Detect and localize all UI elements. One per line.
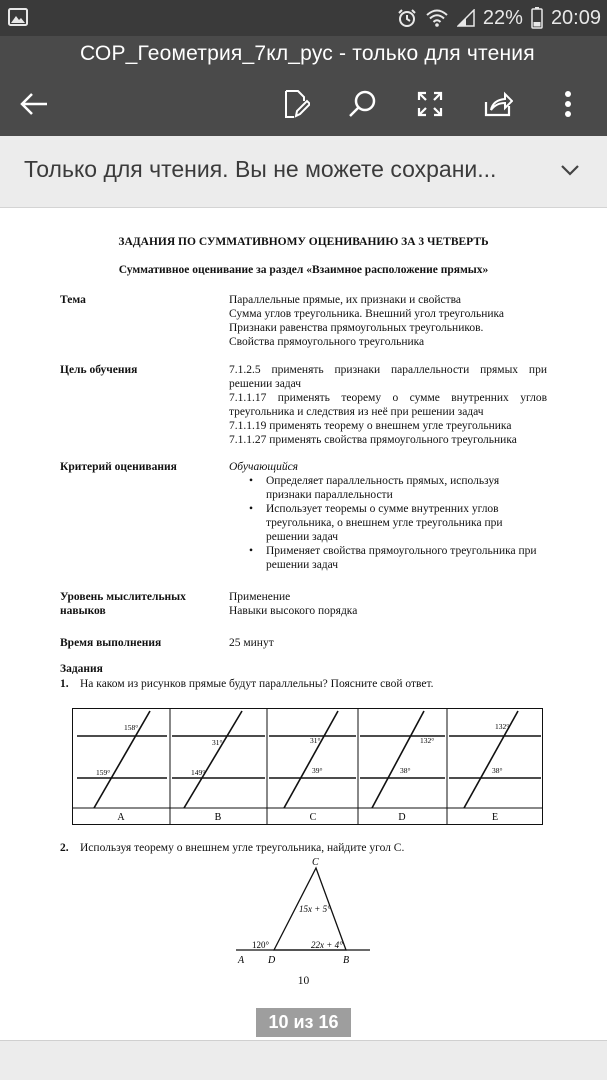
panel-c-top-angle: 31° bbox=[310, 736, 321, 745]
expand-banner-button[interactable] bbox=[559, 158, 581, 187]
panel-b-bottom-angle: 149° bbox=[191, 768, 206, 777]
more-options-button[interactable] bbox=[548, 84, 588, 124]
panel-d-letter: D bbox=[398, 812, 406, 823]
panel-d-bottom-angle: 38° bbox=[400, 766, 411, 775]
task-1 bbox=[60, 678, 434, 690]
page-indicator: 10 из 16 bbox=[256, 1008, 351, 1037]
level-value bbox=[229, 590, 549, 618]
task-2-triangle-figure bbox=[232, 850, 372, 968]
criteria-item: • Определяет параллельность прямых, используя признаки параллельности bbox=[229, 474, 539, 502]
document-title: СОР_Геометрия_7кл_рус - только для чтения bbox=[80, 42, 535, 65]
more-vertical-icon bbox=[564, 90, 572, 118]
criteria-item: • Применяет свойства прямоугольного треугольника при решении задач bbox=[229, 544, 539, 572]
panel-c-bottom-angle: 39° bbox=[312, 766, 323, 775]
panel-e-letter: E bbox=[491, 812, 499, 823]
time-label: Время выполнения bbox=[60, 637, 162, 649]
panel-e-top-angle: 132° bbox=[495, 722, 510, 731]
exterior-angle-label: 120° bbox=[252, 940, 270, 950]
wifi-icon bbox=[425, 8, 449, 28]
panel-e-bottom-angle: 38° bbox=[492, 766, 503, 775]
criteria-label: Критерий оценивания bbox=[60, 461, 177, 473]
next-page-edge bbox=[0, 1040, 607, 1080]
panel-b-top-angle: 31° bbox=[212, 738, 223, 747]
goal-label: Цель обучения bbox=[60, 364, 138, 376]
task-1-figure-table bbox=[72, 708, 544, 826]
battery-icon bbox=[531, 7, 543, 29]
status-bar bbox=[0, 0, 607, 36]
alarm-icon bbox=[397, 8, 417, 28]
back-arrow-icon bbox=[19, 92, 49, 116]
edit-document-icon bbox=[282, 89, 310, 119]
vertex-b-label: B bbox=[343, 955, 350, 966]
share-icon bbox=[483, 90, 513, 118]
goal-line: 7.1.1.27 применять свойства прямоугольного треугольника bbox=[229, 434, 517, 446]
task-1-number: 1. bbox=[60, 678, 69, 690]
panel-a-bottom-angle: 159° bbox=[96, 768, 111, 777]
fullscreen-button[interactable] bbox=[410, 84, 450, 124]
topic-line: Признаки равенства прямоугольных треугольников. bbox=[229, 322, 484, 334]
panel-d bbox=[360, 711, 445, 823]
time-value: 25 минут bbox=[229, 637, 274, 649]
app-bar bbox=[0, 36, 607, 136]
document-subheading: Суммативное оценивание за раздел «Взаимное расположение прямых» bbox=[118, 264, 489, 276]
panel-d-top-angle: 132° bbox=[420, 736, 435, 745]
back-button[interactable] bbox=[14, 84, 54, 124]
task-2-text: Используя теорему о внешнем угле треугольника, найдите угол C. bbox=[80, 842, 405, 854]
criteria-list bbox=[229, 474, 539, 572]
topic-line: Свойства прямоугольного треугольника bbox=[229, 336, 425, 348]
tasks-heading: Задания bbox=[60, 663, 103, 675]
expand-icon bbox=[416, 90, 444, 118]
angle-b-expression: 22x + 4° bbox=[311, 940, 343, 950]
task-2-number: 2. bbox=[60, 842, 69, 854]
panel-e bbox=[449, 711, 541, 823]
search-button[interactable] bbox=[342, 84, 382, 124]
goal-value bbox=[229, 363, 547, 447]
battery-percent: 22% bbox=[482, 6, 523, 29]
share-button[interactable] bbox=[478, 84, 518, 124]
search-icon bbox=[347, 89, 377, 119]
clock: 20:09 bbox=[550, 6, 601, 29]
goal-line: 7.1.1.19 применять теорему о внешнем угле треугольника bbox=[229, 420, 512, 432]
panel-b-letter: B bbox=[214, 812, 222, 823]
panel-b bbox=[172, 711, 265, 823]
read-only-banner[interactable] bbox=[0, 136, 607, 208]
panel-c-letter: C bbox=[309, 812, 317, 823]
panel-a bbox=[77, 711, 167, 823]
gallery-notification-icon bbox=[8, 8, 28, 31]
vertex-c-label: C bbox=[312, 857, 319, 868]
signal-icon bbox=[457, 9, 475, 27]
topic-value bbox=[229, 293, 549, 349]
level-label: Уровень мыслительных навыков bbox=[60, 591, 186, 617]
angle-c-expression: 15x + 5° bbox=[299, 904, 331, 914]
edit-button[interactable] bbox=[276, 84, 316, 124]
goal-line: 7.1.1.17 применять теорему о сумме внутренних углов треугольника и следствия из неё при решении задач bbox=[229, 392, 547, 418]
vertex-d-label: D bbox=[268, 955, 276, 966]
panel-a-top-angle: 158° bbox=[124, 723, 139, 732]
document-heading: ЗАДАНИЯ ПО СУММАТИВНОМУ ОЦЕНИВАНИЮ ЗА 3 ЧЕТВЕРТЬ bbox=[118, 236, 489, 248]
criteria-intro: Обучающийся bbox=[229, 461, 299, 473]
topic-label: Тема bbox=[60, 294, 86, 306]
task-1-text: На каком из рисунков прямые будут параллельны? Поясните свой ответ. bbox=[80, 678, 434, 690]
vertex-a-label: A bbox=[238, 955, 245, 966]
chevron-down-icon bbox=[559, 158, 581, 182]
goal-line: 7.1.2.5 применять признаки параллельности прямых при решении задач bbox=[229, 364, 547, 390]
level-line: Применение bbox=[229, 591, 291, 603]
topic-line: Параллельные прямые, их признаки и свойства bbox=[229, 294, 461, 306]
document-page[interactable] bbox=[0, 210, 607, 1040]
topic-line: Сумма углов треугольника. Внешний угол треугольника bbox=[229, 308, 505, 320]
criteria-value bbox=[229, 460, 539, 572]
panel-c bbox=[269, 711, 356, 823]
panel-a-letter: A bbox=[117, 812, 125, 823]
criteria-item: • Использует теоремы о сумме внутренних углов треугольника, о внешнем угле треугольника при решении задач bbox=[229, 502, 539, 544]
page-number: 10 bbox=[297, 975, 310, 987]
level-line: Навыки высокого порядка bbox=[229, 605, 358, 617]
read-only-message: Только для чтения. Вы не можете сохрани... bbox=[24, 156, 497, 182]
